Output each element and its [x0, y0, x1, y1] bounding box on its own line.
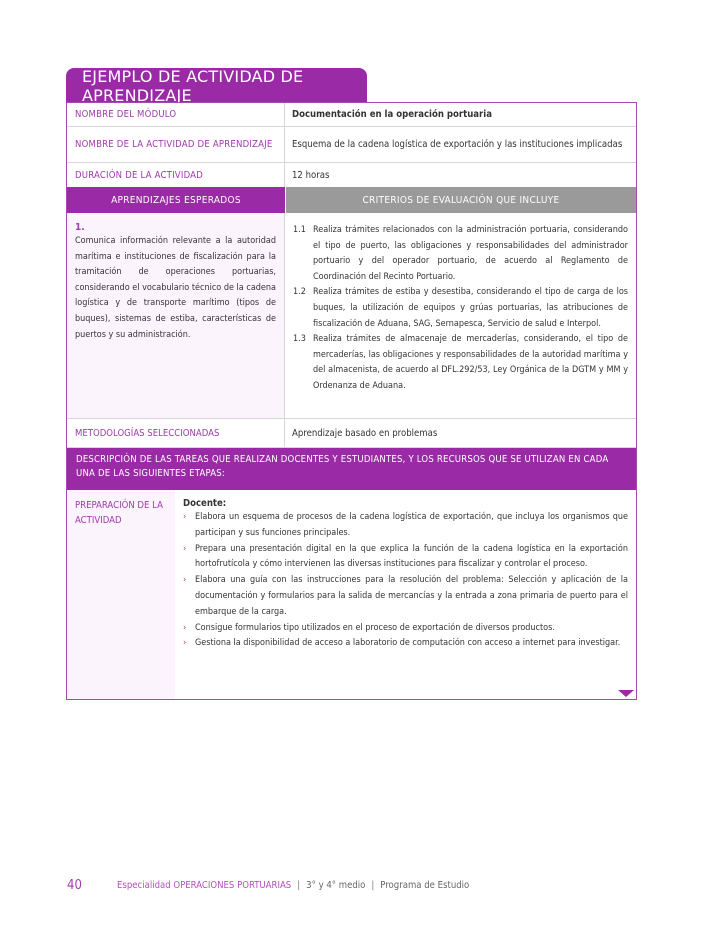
chevron-right-icon: ›	[183, 543, 187, 554]
activity-name-value: Esquema de la cadena logística de exportación y las instituciones implicadas	[292, 139, 623, 150]
module-name-value: Documentación en la operación portuaria	[292, 109, 492, 120]
metodologias-label: METODOLOGÍAS SELECCIONADAS	[67, 419, 285, 447]
footer-separator: |	[297, 880, 301, 891]
task-text: Consigue formularios tipo utilizados en el proceso de exportación de diversos productos.	[195, 622, 555, 633]
criterios-list	[285, 213, 636, 419]
aprendizaje-esperado	[67, 213, 285, 419]
chevron-right-icon: ›	[183, 575, 187, 586]
page-number: 40	[67, 878, 82, 893]
docente-heading: Docente:	[183, 498, 227, 509]
chevron-right-icon: ›	[183, 638, 187, 649]
criterio-text: Realiza trámites de almacenaje de mercaderías, considerando, el tipo de mercaderías, las obligaciones y responsabilidades de la autoridad marítima y del almacenista, de acuerdo al DFL.292/53, Ley Orgánica de la DGTM y MM y Ordenanza de Aduana.	[313, 334, 628, 391]
activity-name-label: NOMBRE DE LA ACTIVIDAD DE APRENDIZAJE	[67, 127, 285, 162]
task-text: Elabora una guía con las instrucciones para la resolución del problema: Selección y aplicación de la documentación y formularios para la salida de mercancías y la entrada a zona primaria de puerto para el embarque de la carga.	[195, 575, 628, 617]
criterio-item	[293, 223, 628, 285]
footer-separator: |	[371, 880, 375, 891]
aprendizaje-number: 1.	[75, 222, 85, 233]
chevron-right-icon: ›	[183, 622, 187, 633]
criterio-text: Realiza trámites de estiba y desestiba, considerando el tipo de carga de los buques, la utilización de equipos y grúas portuarias, las atribuciones de fiscalización de Aduana, SAG, Sernapesca, Servicio de salud e Interpol.	[313, 287, 628, 329]
preparacion-label: PREPARACIÓN DE LA ACTIVIDAD	[67, 490, 175, 699]
criterio-text: Realiza trámites relacionados con la administración portuaria, considerando el tipo de puerto, las obligaciones y responsabilidades del administrador portuario y del operador portuario, de acuerdo al Reglamento de Coordinación del Recinto Portuario.	[313, 225, 628, 282]
task-item	[183, 542, 628, 574]
criterio-number: 1.2	[293, 287, 306, 298]
criterios-header: CRITERIOS DE EVALUACIÓN QUE INCLUYE	[285, 187, 636, 213]
footer-level: 3° y 4° medio	[306, 880, 366, 891]
duration-value: 12 horas	[292, 169, 330, 181]
duration-label: DURACIÓN DE LA ACTIVIDAD	[67, 163, 285, 187]
descripcion-header: DESCRIPCIÓN DE LAS TAREAS QUE REALIZAN DOCENTES Y ESTUDIANTES, Y LOS RECURSOS QUE SE UTILIZAN EN CADA UNA DE LAS SIGUIENTES ETAPAS:	[67, 448, 636, 490]
activity-name-row	[67, 127, 636, 163]
module-name-row	[67, 103, 636, 127]
criterio-item	[293, 332, 628, 394]
criterio-item	[293, 285, 628, 332]
task-item	[183, 573, 628, 620]
task-item	[183, 621, 628, 637]
continue-arrow-icon	[618, 690, 634, 697]
page-footer	[67, 878, 469, 893]
module-name-label: NOMBRE DEL MÓDULO	[67, 103, 285, 126]
criterio-number: 1.1	[293, 225, 306, 235]
aprendizajes-header: APRENDIZAJES ESPERADOS	[67, 187, 285, 213]
activity-title: EJEMPLO DE ACTIVIDAD DE APRENDIZAJE	[66, 68, 367, 103]
criterio-number: 1.3	[293, 334, 306, 345]
chevron-right-icon: ›	[183, 512, 187, 522]
task-text: Prepara una presentación digital en la que explica la función de la cadena logística en la exportación hortofrutícola y cómo intervienen las diversas instituciones para fiscalizar y controlar el proceso.	[195, 543, 628, 570]
preparacion-body	[175, 490, 636, 699]
task-text: Gestiona la disponibilidad de acceso a laboratorio de computación con acceso a internet para investigar.	[195, 638, 621, 649]
task-text: Elabora un esquema de procesos de la cadena logística de exportación, que incluya los organismos que participan y sus funciones principales.	[195, 512, 628, 538]
activity-table	[66, 102, 637, 700]
aprendizaje-text: Comunica información relevante a la autoridad marítima e instituciones de fiscalización para la tramitación de operaciones portuarias, considerando el vocabulario técnico de la cadena logística y de transporte marítimo (tipos de buques), sistemas de estiba, características de puertos y su administración.	[75, 236, 276, 340]
metodologias-row	[67, 419, 636, 448]
footer-specialty: Especialidad OPERACIONES PORTUARIAS	[117, 880, 292, 891]
metodologias-value: Aprendizaje basado en problemas	[292, 427, 438, 439]
task-item	[183, 636, 628, 652]
duration-row	[67, 163, 636, 187]
task-item	[183, 510, 628, 542]
footer-program: Programa de Estudio	[380, 880, 470, 891]
